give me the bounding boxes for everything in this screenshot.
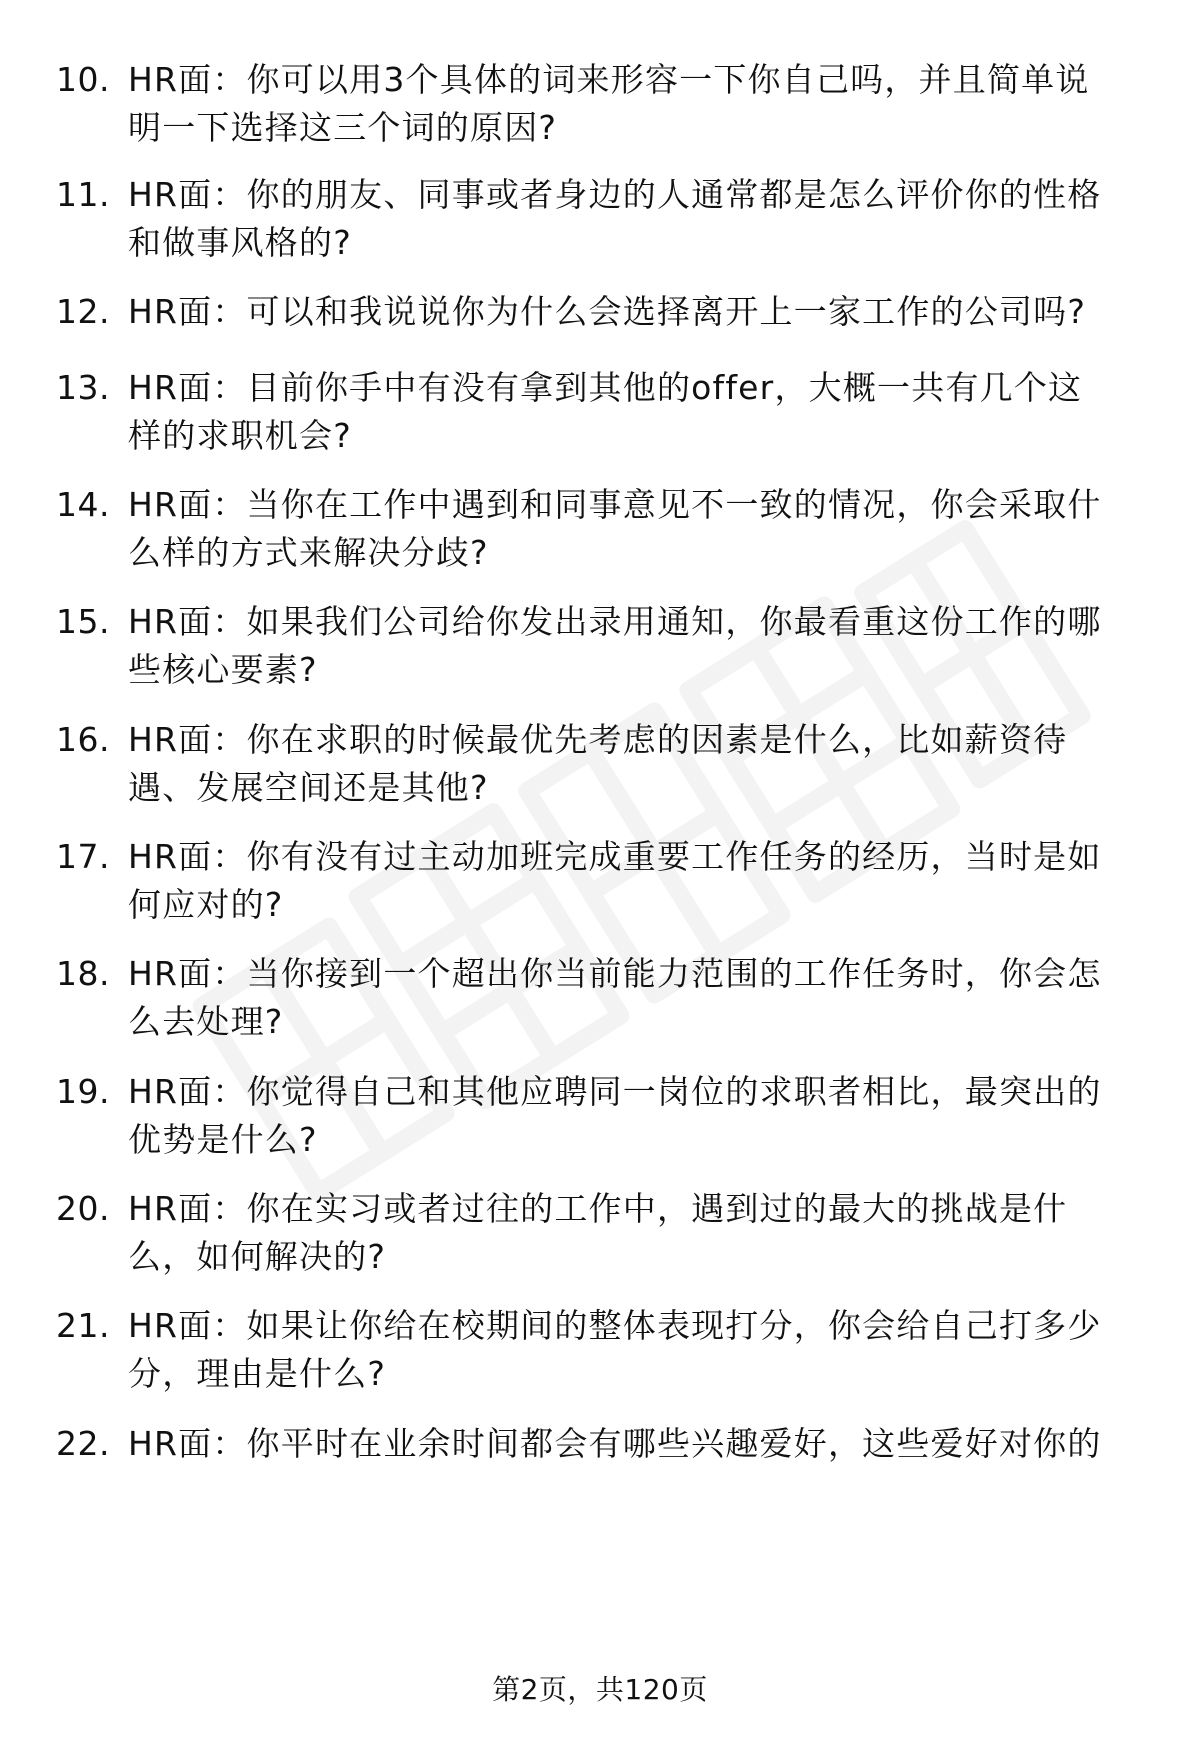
item-text-line-2: 优势是什么? — [128, 1120, 318, 1159]
item-number: 14. — [56, 485, 110, 524]
item-text-line-1: HR面：当你在工作中遇到和同事意见不一致的情况，你会采取什 — [128, 485, 1102, 524]
item-text — [128, 1068, 1158, 1164]
item-text — [128, 288, 1158, 336]
item-text-line-1: HR面：如果我们公司给你发出录用通知，你最看重这份工作的哪 — [128, 602, 1102, 641]
item-number: 20. — [56, 1189, 110, 1228]
item-number: 10. — [56, 60, 110, 99]
item-text — [128, 171, 1158, 267]
item-text-line-2: 遇、发展空间还是其他? — [128, 768, 489, 807]
item-text-line-1: HR面：你有没有过主动加班完成重要工作任务的经历，当时是如 — [128, 837, 1102, 876]
item-text-line-2: 何应对的? — [128, 885, 284, 924]
item-number: 12. — [56, 292, 110, 331]
item-text — [128, 598, 1158, 694]
item-text-line-1: HR面：可以和我说说你为什么会选择离开上一家工作的公司吗? — [128, 292, 1087, 331]
item-number: 18. — [56, 954, 110, 993]
item-text — [128, 481, 1158, 577]
item-number: 11. — [56, 175, 110, 214]
item-number: 13. — [56, 368, 110, 407]
item-text — [128, 364, 1158, 460]
item-number: 15. — [56, 602, 110, 641]
item-text-line-1: HR面：你平时在业余时间都会有哪些兴趣爱好，这些爱好对你的 — [128, 1424, 1102, 1463]
item-text-line-2: 么去处理? — [128, 1002, 284, 1041]
item-text — [128, 950, 1158, 1046]
item-text-line-1: HR面：你觉得自己和其他应聘同一岗位的求职者相比，最突出的 — [128, 1072, 1102, 1111]
item-number: 17. — [56, 837, 110, 876]
item-text — [128, 716, 1158, 812]
item-text-line-2: 么样的方式来解决分歧? — [128, 533, 489, 572]
item-text — [128, 1420, 1158, 1468]
item-text-line-1: HR面：你在求职的时候最优先考虑的因素是什么，比如薪资待 — [128, 720, 1068, 759]
item-text-line-1: HR面：你在实习或者过往的工作中，遇到过的最大的挑战是什 — [128, 1189, 1068, 1228]
item-text-line-1: HR面：你可以用3个具体的词来形容一下你自己吗，并且简单说 — [128, 60, 1090, 99]
item-text — [128, 833, 1158, 929]
item-text — [128, 1302, 1158, 1398]
item-text-line-2: 些核心要素? — [128, 650, 318, 689]
item-text-line-2: 和做事风格的? — [128, 223, 352, 262]
item-text-line-1: HR面：你的朋友、同事或者身边的人通常都是怎么评价你的性格 — [128, 175, 1102, 214]
item-text-line-2: 样的求职机会? — [128, 416, 352, 455]
item-text-line-2: 分，理由是什么? — [128, 1354, 387, 1393]
item-text-line-1: HR面：如果让你给在校期间的整体表现打分，你会给自己打多少 — [128, 1306, 1102, 1345]
page-footer: 第2页，共120页 — [492, 1673, 708, 1706]
item-number: 16. — [56, 720, 110, 759]
item-number: 21. — [56, 1306, 110, 1345]
item-text-line-2: 么，如何解决的? — [128, 1237, 387, 1276]
item-text — [128, 56, 1158, 152]
item-text-line-1: HR面：目前你手中有没有拿到其他的offer，大概一共有几个这 — [128, 368, 1083, 407]
item-number: 19. — [56, 1072, 110, 1111]
item-number: 22. — [56, 1424, 110, 1463]
item-text-line-1: HR面：当你接到一个超出你当前能力范围的工作任务时，你会怎 — [128, 954, 1102, 993]
item-text — [128, 1185, 1158, 1281]
item-text-line-2: 明一下选择这三个词的原因? — [128, 108, 558, 147]
